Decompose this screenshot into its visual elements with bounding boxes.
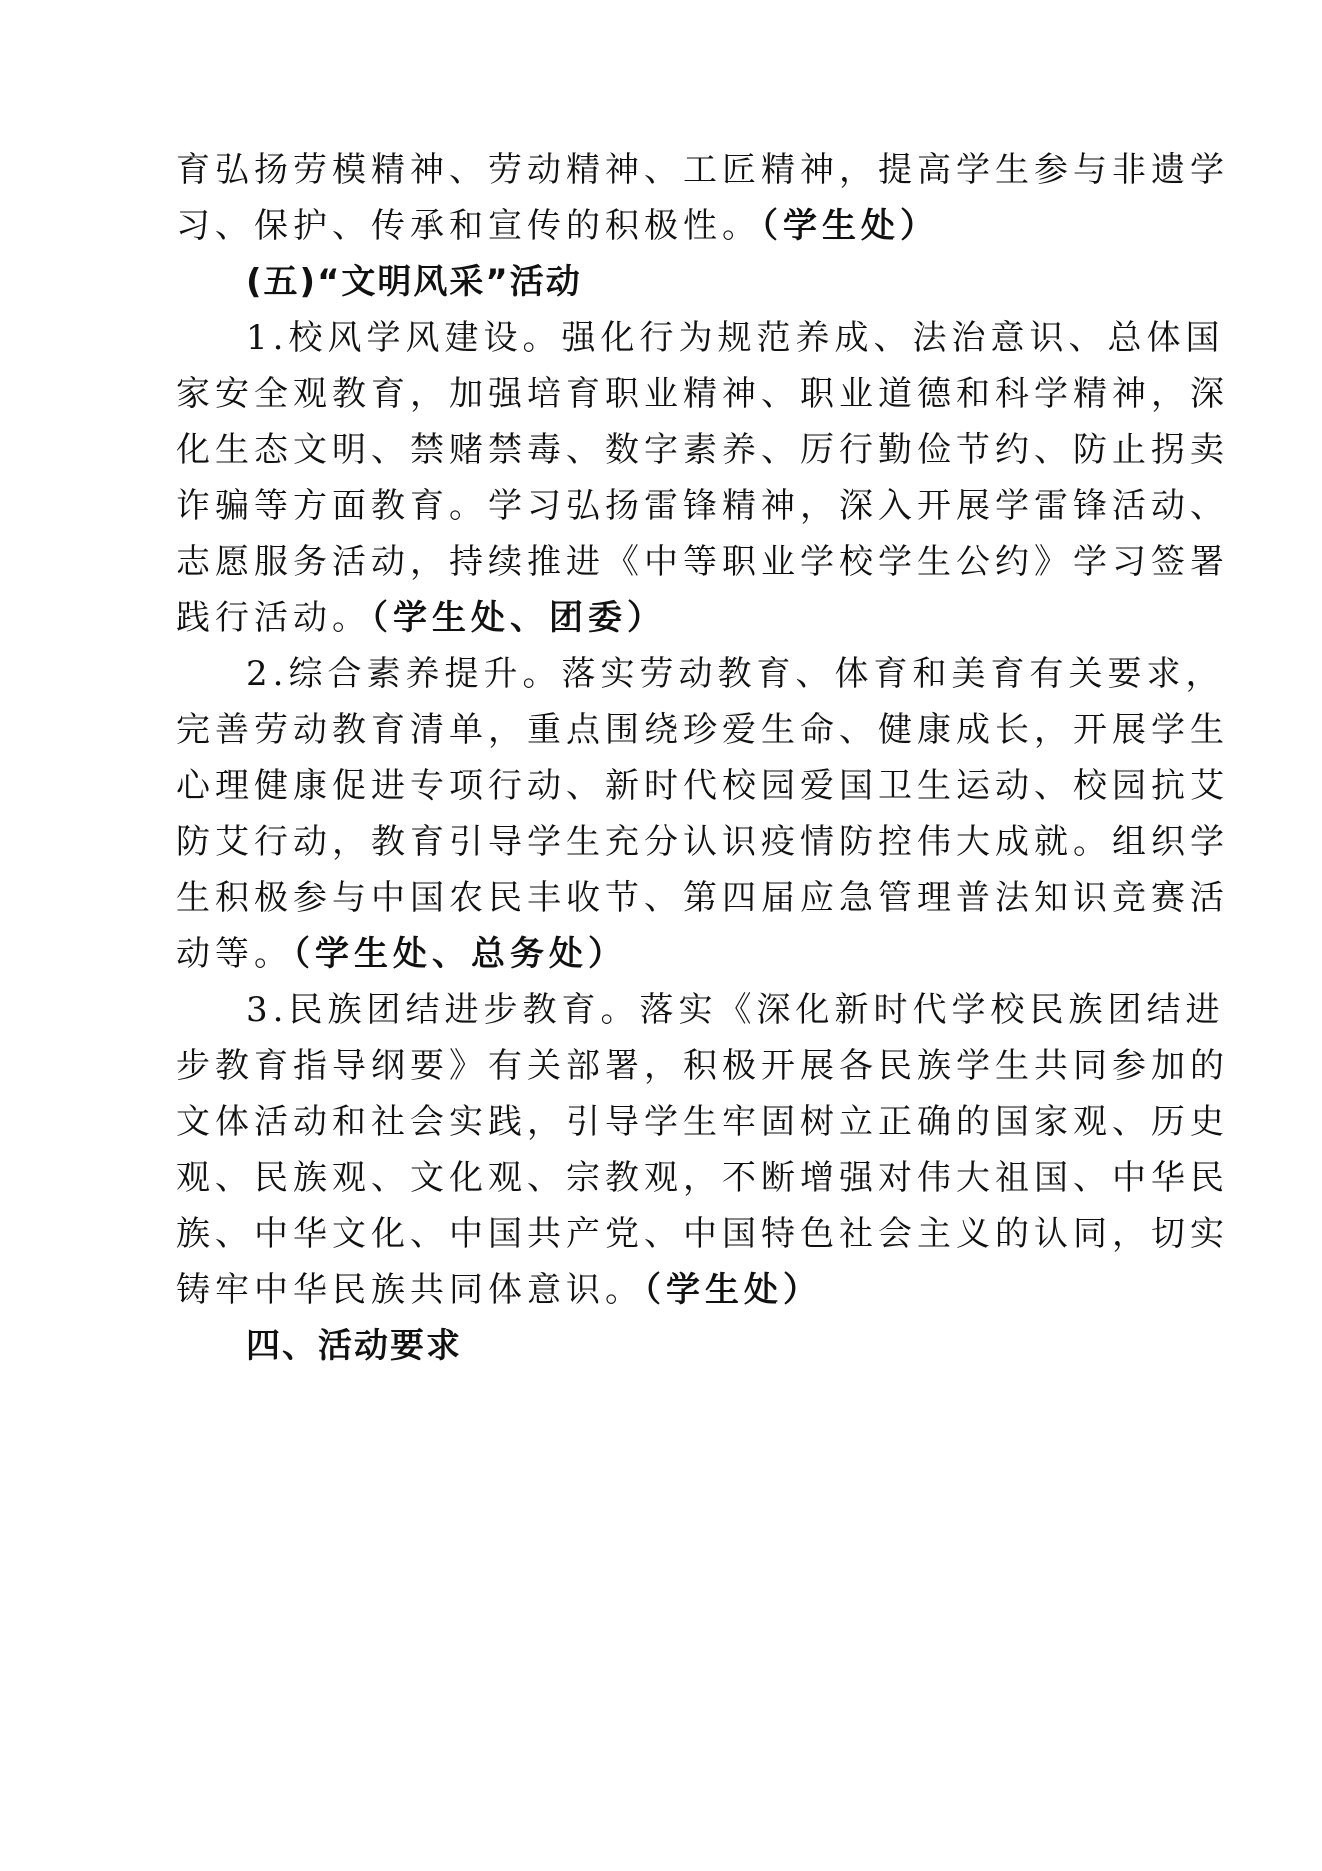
heading-text: (五)“文明风采”活动 (246, 262, 582, 302)
text-span: 族、中华文化、中国共产党、中国特色社会主义的认同，切实 (176, 1214, 1229, 1254)
department-note: （学生处、团委） (371, 598, 666, 638)
text-line (176, 420, 1229, 480)
text-line (176, 1036, 1229, 1096)
text-line (246, 308, 1225, 368)
text-span: 习、保护、传承和宣传的积极性。 (176, 206, 761, 246)
text-span: 2.综合素养提升。落实劳动教育、体育和美育有关要求， (246, 654, 1225, 694)
text-line (176, 1092, 1229, 1152)
text-span: 诈骗等方面教育。学习弘扬雷锋精神，深入开展学雷锋活动、 (176, 486, 1229, 526)
text-span: 化生态文明、禁赌禁毒、数字素养、厉行勤俭节约、防止拐卖 (176, 430, 1229, 470)
text-span: 步教育指导纲要》有关部署，积极开展各民族学生共同参加的 (176, 1046, 1229, 1086)
text-span: 生积极参与中国农民丰收节、第四届应急管理普法知识竞赛活 (176, 878, 1229, 918)
text-span: 完善劳动教育清单，重点围绕珍爱生命、健康成长，开展学生 (176, 710, 1229, 750)
text-line (176, 196, 1156, 256)
text-line (176, 700, 1229, 760)
text-line (246, 644, 1225, 704)
text-line (176, 1260, 1156, 1320)
department-note: （学生处） (761, 206, 939, 246)
text-span: 家安全观教育，加强培育职业精神、职业道德和科学精神，深 (176, 374, 1229, 414)
text-span: 3.民族团结进步教育。落实《深化新时代学校民族团结进 (246, 990, 1225, 1030)
department-note: （学生处） (644, 1270, 822, 1310)
section-heading (246, 1316, 1156, 1376)
text-span: 观、民族观、文化观、宗教观，不断增强对伟大祖国、中华民 (176, 1158, 1229, 1198)
text-span: 育弘扬劳模精神、劳动精神、工匠精神，提高学生参与非遗学 (176, 150, 1229, 190)
text-span: 1.校风学风建设。强化行为规范养成、法治意识、总体国 (246, 318, 1225, 358)
text-span: 志愿服务活动，持续推进《中等职业学校学生公约》学习签署 (176, 542, 1229, 582)
text-span: 践行活动。 (176, 598, 371, 638)
text-line (176, 924, 1156, 984)
text-span: 文体活动和社会实践，引导学生牢固树立正确的国家观、历史 (176, 1102, 1229, 1142)
text-line (176, 476, 1229, 536)
text-line (176, 1204, 1229, 1264)
text-span: 防艾行动，教育引导学生充分认识疫情防控伟大成就。组织学 (176, 822, 1229, 862)
text-line (176, 140, 1229, 200)
text-line (176, 1148, 1229, 1208)
text-span: 铸牢中华民族共同体意识。 (176, 1270, 644, 1310)
text-span: 心理健康促进专项行动、新时代校园爱国卫生运动、校园抗艾 (176, 766, 1229, 806)
department-note: （学生处、总务处） (293, 934, 627, 974)
text-line (176, 532, 1229, 592)
text-span: 动等。 (176, 934, 293, 974)
section-heading (246, 252, 1156, 312)
text-line (246, 980, 1225, 1040)
text-line (176, 364, 1229, 424)
text-line (176, 756, 1229, 816)
heading-text: 四、活动要求 (246, 1326, 462, 1366)
text-line (176, 588, 1156, 648)
text-line (176, 868, 1229, 928)
text-line (176, 812, 1229, 872)
